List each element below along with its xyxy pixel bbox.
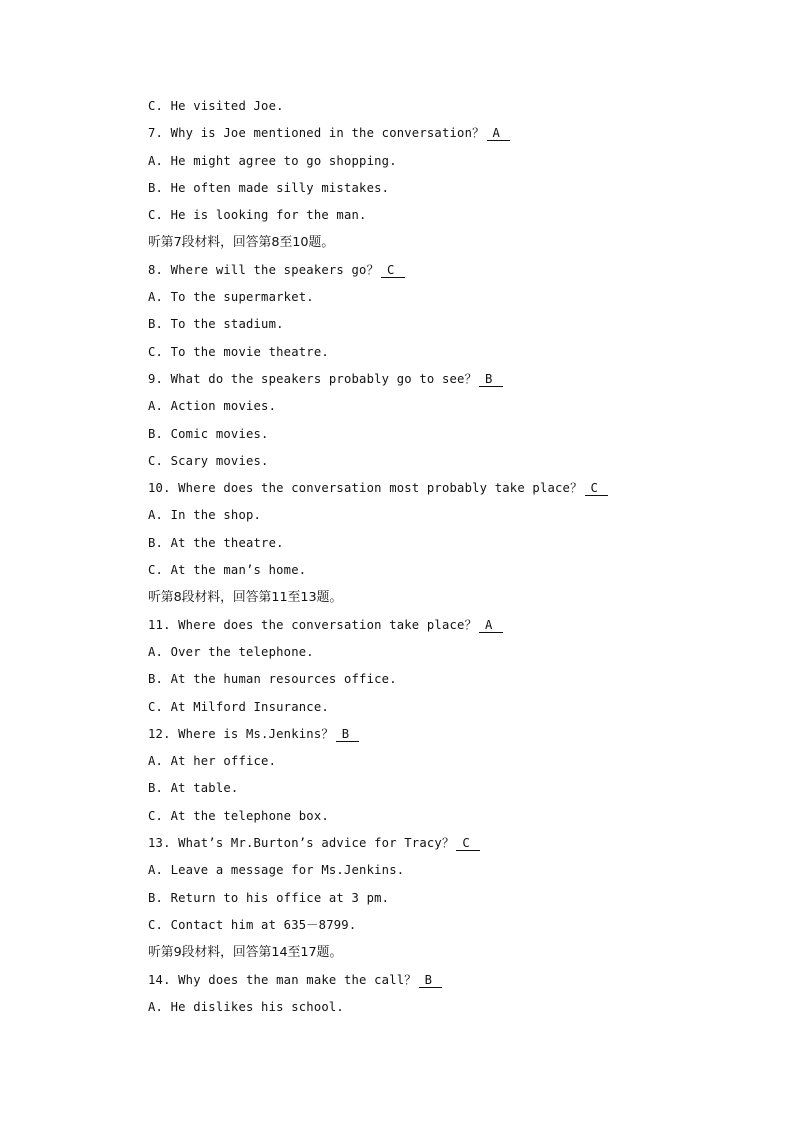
option-line <box>148 885 768 912</box>
option-text: C. He is looking for the man. <box>148 208 367 223</box>
option-text: B. Comic movies. <box>148 426 269 441</box>
option-line <box>148 93 768 120</box>
option-line <box>148 421 768 448</box>
section-heading <box>148 939 768 966</box>
question-text: 7. Why is Joe mentioned in the conversation？ <box>148 126 485 141</box>
option-text: C. Contact him at 635－8799. <box>148 917 357 932</box>
option-line <box>148 912 768 939</box>
option-line <box>148 557 768 584</box>
question-line <box>148 967 768 994</box>
option-line <box>148 448 768 475</box>
question-text: 14. Why does the man make the call？ <box>148 972 417 987</box>
option-text: A. Leave a message for Ms.Jenkins. <box>148 863 405 878</box>
option-text: B. To the stadium. <box>148 317 284 332</box>
question-line <box>148 830 768 857</box>
question-line <box>148 366 768 393</box>
answer-blank: A <box>479 618 503 633</box>
question-text: 8. Where will the speakers go？ <box>148 262 379 277</box>
option-line <box>148 803 768 830</box>
option-line <box>148 666 768 693</box>
question-line <box>148 120 768 147</box>
question-line <box>148 475 768 502</box>
option-line <box>148 748 768 775</box>
option-line <box>148 148 768 175</box>
answer-blank: C <box>585 481 609 496</box>
option-line <box>148 339 768 366</box>
option-text: A. Action movies. <box>148 399 277 414</box>
document-page <box>148 93 768 1021</box>
option-line <box>148 202 768 229</box>
option-line <box>148 393 768 420</box>
section-heading <box>148 584 768 611</box>
answer-blank: A <box>487 126 511 141</box>
option-line <box>148 284 768 311</box>
option-line <box>148 175 768 202</box>
option-line <box>148 857 768 884</box>
option-text: C. Scary movies. <box>148 453 269 468</box>
section-text: 听第9段材料，回答第14至17题。 <box>148 945 343 961</box>
option-text: B. At table. <box>148 781 239 796</box>
section-text: 听第8段材料，回答第11至13题。 <box>148 590 343 606</box>
question-text: 9. What do the speakers probably go to see？ <box>148 371 477 386</box>
option-text: A. In the shop. <box>148 508 262 523</box>
option-text: A. At her office. <box>148 754 277 769</box>
option-text: C. At the telephone box. <box>148 808 329 823</box>
question-line <box>148 612 768 639</box>
section-heading <box>148 229 768 256</box>
question-line <box>148 257 768 284</box>
option-text: A. To the supermarket. <box>148 290 314 305</box>
answer-blank: C <box>381 263 405 278</box>
option-text: C. To the movie theatre. <box>148 344 329 359</box>
option-text: B. At the theatre. <box>148 535 284 550</box>
option-line <box>148 775 768 802</box>
section-text: 听第7段材料，回答第8至10题。 <box>148 235 335 251</box>
answer-blank: B <box>419 973 443 988</box>
question-line <box>148 721 768 748</box>
question-text: 12. Where is Ms.Jenkins？ <box>148 726 334 741</box>
option-text: A. He dislikes his school. <box>148 999 344 1014</box>
question-text: 13. What’s Mr.Burton’s advice for Tracy？ <box>148 836 455 851</box>
option-text: C. At Milford Insurance. <box>148 699 329 714</box>
option-text: B. At the human resources office. <box>148 672 397 687</box>
option-line <box>148 994 768 1021</box>
option-text: C. At the man’s home. <box>148 563 307 578</box>
question-text: 10. Where does the conversation most probably take place？ <box>148 481 583 496</box>
option-text: B. Return to his office at 3 pm. <box>148 890 390 905</box>
option-text: B. He often made silly mistakes. <box>148 180 390 195</box>
question-text: 11. Where does the conversation take place？ <box>148 617 477 632</box>
option-line <box>148 502 768 529</box>
option-line <box>148 530 768 557</box>
option-line <box>148 311 768 338</box>
answer-blank: B <box>336 727 360 742</box>
option-text: C. He visited Joe. <box>148 99 284 113</box>
option-line <box>148 694 768 721</box>
answer-blank: B <box>479 372 503 387</box>
option-line <box>148 639 768 666</box>
answer-blank: C <box>456 836 480 851</box>
option-text: A. He might agree to go shopping. <box>148 153 397 168</box>
option-text: A. Over the telephone. <box>148 644 314 659</box>
